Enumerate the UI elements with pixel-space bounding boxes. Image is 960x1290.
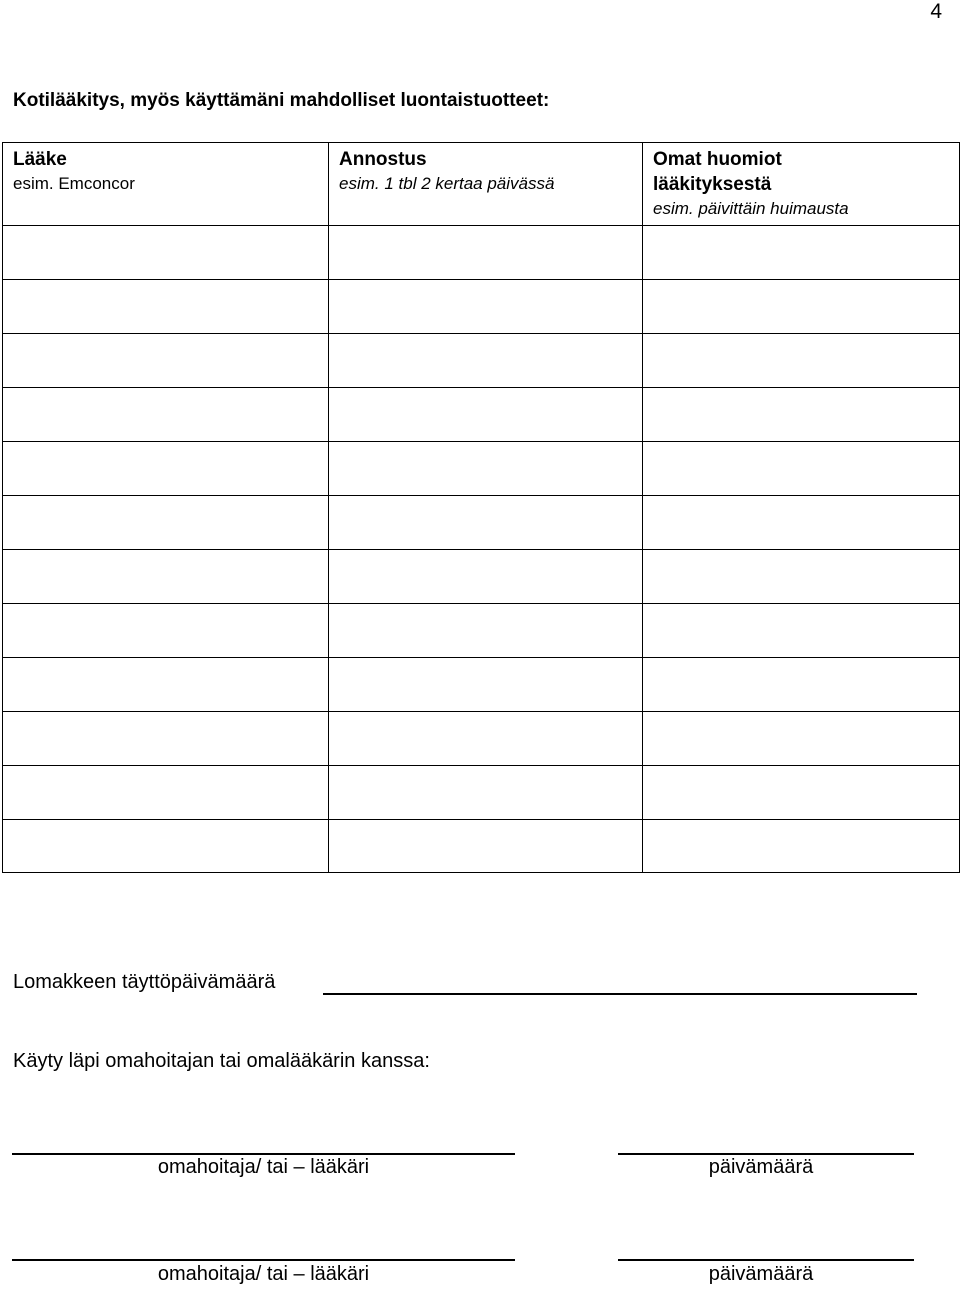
dosage-cell[interactable] xyxy=(329,388,643,442)
notes-cell[interactable] xyxy=(643,712,960,766)
column-header-dosage xyxy=(329,143,643,226)
table-row xyxy=(3,442,960,496)
section-title: Kotilääkitys, myös käyttämäni mahdolliset luontaistuotteet: xyxy=(13,90,550,111)
column-title-line2: lääkityksestä xyxy=(653,174,772,195)
medicine-cell[interactable] xyxy=(3,280,329,334)
table-row xyxy=(3,712,960,766)
medicine-cell[interactable] xyxy=(3,226,329,280)
medication-table xyxy=(2,142,960,873)
dosage-cell[interactable] xyxy=(329,226,643,280)
column-example: esim. Emconcor xyxy=(13,174,135,193)
fill-date-label: Lomakkeen täyttöpäivämäärä xyxy=(13,971,276,993)
column-header-notes xyxy=(643,143,960,226)
notes-cell[interactable] xyxy=(643,658,960,712)
notes-cell[interactable] xyxy=(643,766,960,820)
medicine-cell[interactable] xyxy=(3,550,329,604)
signature-line-1[interactable] xyxy=(12,1153,515,1155)
table-row xyxy=(3,280,960,334)
medicine-cell[interactable] xyxy=(3,658,329,712)
column-title: Omat huomiot xyxy=(653,149,782,170)
dosage-cell[interactable] xyxy=(329,658,643,712)
reviewed-label: Käyty läpi omahoitajan tai omalääkärin kanssa: xyxy=(13,1050,430,1072)
dosage-cell[interactable] xyxy=(329,712,643,766)
date-line-2[interactable] xyxy=(618,1259,914,1261)
notes-cell[interactable] xyxy=(643,334,960,388)
medicine-cell[interactable] xyxy=(3,496,329,550)
dosage-cell[interactable] xyxy=(329,280,643,334)
role-caption-2: omahoitaja/ tai – lääkäri xyxy=(157,1263,370,1285)
table-row xyxy=(3,496,960,550)
notes-cell[interactable] xyxy=(643,388,960,442)
column-example: esim. 1 tbl 2 kertaa päivässä xyxy=(339,174,555,193)
dosage-cell[interactable] xyxy=(329,604,643,658)
fill-date-field[interactable] xyxy=(323,993,917,995)
notes-cell[interactable] xyxy=(643,280,960,334)
date-line-1[interactable] xyxy=(618,1153,914,1155)
notes-cell[interactable] xyxy=(643,604,960,658)
column-title: Annostus xyxy=(339,149,427,170)
dosage-cell[interactable] xyxy=(329,334,643,388)
dosage-cell[interactable] xyxy=(329,442,643,496)
table-row xyxy=(3,766,960,820)
medicine-cell[interactable] xyxy=(3,766,329,820)
table-row xyxy=(3,388,960,442)
table-header-row xyxy=(3,143,960,226)
signature-line-2[interactable] xyxy=(12,1259,515,1261)
table-row xyxy=(3,550,960,604)
notes-cell[interactable] xyxy=(643,496,960,550)
table-row xyxy=(3,334,960,388)
table-body xyxy=(3,226,960,873)
medicine-cell[interactable] xyxy=(3,442,329,496)
notes-cell[interactable] xyxy=(643,550,960,604)
medicine-cell[interactable] xyxy=(3,820,329,873)
dosage-cell[interactable] xyxy=(329,496,643,550)
table-row xyxy=(3,820,960,873)
dosage-cell[interactable] xyxy=(329,820,643,873)
column-example: esim. päivittäin huimausta xyxy=(653,199,849,218)
table-row xyxy=(3,604,960,658)
medicine-cell[interactable] xyxy=(3,334,329,388)
notes-cell[interactable] xyxy=(643,442,960,496)
medicine-cell[interactable] xyxy=(3,712,329,766)
table-row xyxy=(3,658,960,712)
column-header-medicine xyxy=(3,143,329,226)
notes-cell[interactable] xyxy=(643,226,960,280)
dosage-cell[interactable] xyxy=(329,550,643,604)
medicine-cell[interactable] xyxy=(3,604,329,658)
table-row xyxy=(3,226,960,280)
notes-cell[interactable] xyxy=(643,820,960,873)
date-caption-1: päivämäärä xyxy=(708,1156,814,1178)
dosage-cell[interactable] xyxy=(329,766,643,820)
page-number: 4 xyxy=(930,0,942,23)
medicine-cell[interactable] xyxy=(3,388,329,442)
date-caption-2: päivämäärä xyxy=(708,1263,814,1285)
role-caption-1: omahoitaja/ tai – lääkäri xyxy=(157,1156,370,1178)
column-title: Lääke xyxy=(13,149,67,170)
